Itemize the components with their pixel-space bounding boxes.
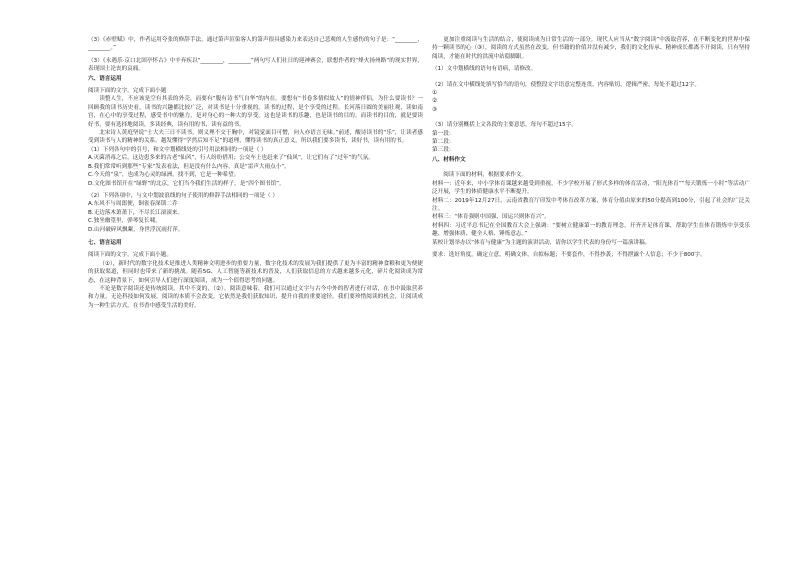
section-six-intro: 阅读下面的文字，完成下面小题 (88, 88, 167, 95)
section-six-paragraph-1: 读整人生，不应该是空有其表的外壳，而要有“腹有诗书气自华”的内在。要想有“书卷多情似故人”的情神伴侣，为什么要读书？一回顾我的读书历史看，读书的兴趣都比较广泛，对读书是十分重视的。读书的过程，是个享受的过程。长河落日圆的美丽壮观，读如南宫，在心中的享受过程，感受书中的魅力，是对身心的一种大的享受。这也是读书的乐趣，也是读书的目的。而读书的目的，就是要读好书，要有选择地阅读，多读经典，读有用的书，读有益的书。 (88, 96, 423, 128)
section-seven-paragraph-3: 更加注重阅读与生活的结合，使阅读成为日常生活的一部分。现代人应当从“数字阅读”中汲取营养，在不断变化的世界中保持一颗读书的心（③），阅读的方式虽然在改变，但书籍的价值并没有减少，我们的文化传承、精神成长都离不开阅读，只有坚持阅读，才能在时代的洪流中站稳脚跟。 (432, 37, 750, 60)
blank-3: ③ (432, 106, 438, 113)
section-seven-heading: 七、语言运用 (88, 239, 122, 246)
material-3: 材料三：“体育强则中国强，国运兴则体育兴”。 (432, 214, 550, 221)
section-seven-question-3: （3）请分别概括上文各段的主要意思，每句不超过15字。 (432, 122, 577, 129)
question-yongyule: （3）《永遇乐·京口北固亭怀古》中辛弃疾以“________，________”两句写人们社日的迎神赛会，联想作者的“烽火扬州路”的现实世界，表现国土沦丧的哀痛。 (88, 57, 423, 73)
section-seven-intro: 阅读下面的文字，完成下面小题。 (88, 252, 172, 259)
section-seven-paragraph-1: （①），新时代的数字化技术是推进人类精神文明进步的重要力量，数字化技术的发展为我们提供了更为丰富的精神食粮和更为便捷的获取渠道，但同时也带来了新的挑战。随着5G、人工智能等新技术的普及，人们获取信息的方式越来越多元化，碎片化阅读成为常态，在这种背景下，如何引导人们进行深度阅读，成为一个值得思考的问题。 (88, 260, 423, 284)
summary-line-3: 第三段： (432, 147, 455, 154)
option-c: C.今天的“泉”，也成为心灵的绿洲，找不到，它是一种希望。 (88, 172, 240, 179)
question-chibifu: （3）《赤壁赋》中，作者运用夸张的修辞手法，通过箫声渲染客人的箫声很具感染力来表达自己悲观的人生感伤的句子是：“________，________。” (88, 37, 423, 52)
section-eight-intro: 阅读下面的材料，根据要求作文。 (443, 172, 528, 179)
writing-task: 某校计划举办以“体育与健康”为主题的演讲活动，请你以学生代表的身份写一篇演讲稿。 (432, 239, 651, 246)
section-seven-paragraph-2: 不论是数字阅读还是传统阅读，其中不变的，（②）。阅读意味着，我们可以通过文字与古今中外的智者进行对话，在书中汲取营养和力量。无论科技如何发展，阅读的本质不会改变，它依然是我们获取知识、提升自我的重要途径。我们要珍惜阅读的机会，让阅读成为一种生活方式，在书香中感受生活的美好。 (88, 285, 423, 309)
right-column (432, 36, 750, 259)
option-c: C.独坐幽篁里，弹琴复长啸。 (88, 218, 161, 225)
blank-2: ② (432, 98, 438, 105)
option-d: D.文化图书馆开在“绿野”的北京，它们当今我们生活的样子，是“四个图书馆”。 (88, 180, 285, 187)
section-eight-heading: 八、材料作文 (432, 156, 466, 163)
blank-1: ① (432, 90, 438, 97)
left-column (88, 36, 423, 310)
material-4: 材料四：习近平总书记在全国教育大会上强调：“要树立健康第一的教育理念，开齐开足体育课，帮助学生在体育锻炼中享受乐趣、增强体质、健全人格、锤炼意志。” (432, 222, 750, 238)
section-seven-question-1: （1）文中划横线的语句有语病，请修改。 (432, 66, 537, 73)
section-six-question-2: （2）下列各项中，与文中划波浪线的句子使用的修辞手法相同的一项是（ ） (88, 192, 278, 199)
section-seven-question-2: （2）请在文中横线处填写恰当的语句，使整段文字语意完整连贯，内容贴切，逻辑严密，每处不超过12字。 (432, 81, 700, 88)
section-six-paragraph-2: 北宋诗人黄庭坚说“士大夫三日不读书，则义理不交于胸中，对镜觉面目可憎，向人亦语言无味。”前述，酸诗读书的“乐”，让读者感受到读书与人的精神的关系。越发懂得“学然后知不足”的道理，懂得读书的真正意义，所以我们要多读书，读好书，读有用的书。 (88, 130, 423, 145)
writing-requirements: 要求：选好角度，确定立意，明确文体，自拟标题；不要套作，不得抄袭；不得泄露个人信息；不少于800字。 (432, 251, 706, 258)
summary-line-2: 第二段： (432, 139, 455, 146)
section-six-heading: 六、语言运用 (88, 75, 122, 82)
summary-line-1: 第一段： (432, 130, 455, 137)
option-a: A.灭菌消毒之后，这边患多来的古老“仙风”，行人纷纷借用；公交车上也赶来了“仙风”，让它们有了“过年”的气氛。 (88, 155, 374, 162)
option-a: A.东风不与周郎便，铜雀春深锁二乔 (88, 201, 178, 208)
option-b: B.无边落木萧萧下，不尽长江滚滚来。 (88, 209, 184, 216)
option-b: B.我们常常听到那些“专家”发表看法，但是没有什么内容，真是“雷声大雨点小”。 (88, 163, 290, 170)
option-d: D.山河破碎风飘絮，身世浮沉雨打萍。 (88, 226, 184, 233)
material-2: 材料二：2019年12月27日，云南省教育厅印发中考体育改革方案，体育分值由原来的50分提高到100分，引起了社会的广泛关注。 (432, 197, 750, 212)
section-six-question-1: （1）下列各句中的引号，和文中划横线处的引号用法相同的一项是（ ） (88, 146, 267, 153)
material-1: 材料一：近年来，中小学体育课越来越受到重视，不少学校开展了形式多样的体育活动，“阳光体育”“每天锻炼一小时”等活动广泛开展，学生的体质健康水平不断提升。 (432, 180, 750, 196)
